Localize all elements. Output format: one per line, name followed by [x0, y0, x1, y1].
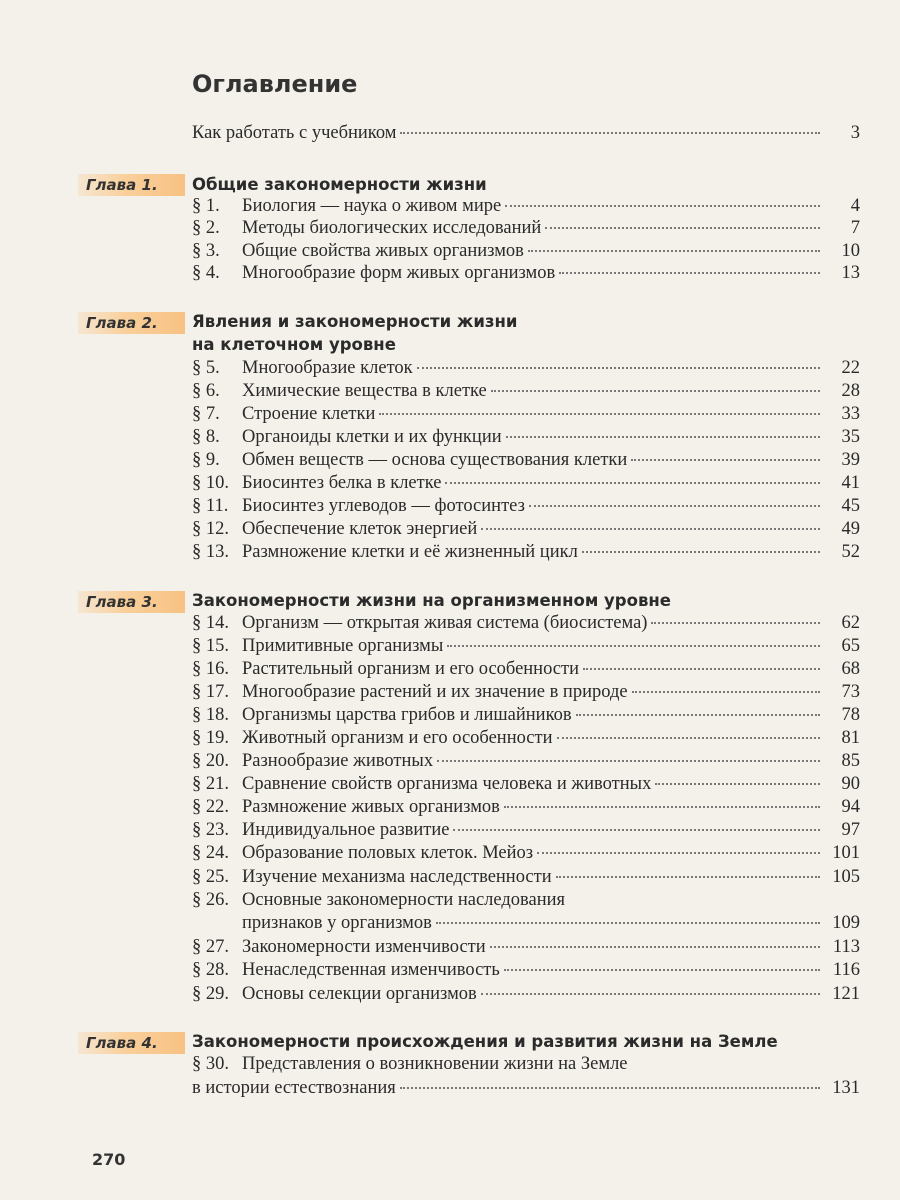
entry-page: 116 — [832, 960, 860, 980]
leader-dots — [400, 1087, 820, 1089]
entry-page: 85 — [841, 751, 860, 771]
toc-entry[interactable] — [192, 357, 860, 380]
leader-dots — [504, 969, 820, 971]
toc-entry[interactable] — [192, 380, 860, 403]
leader-dots — [559, 272, 820, 274]
toc-entry[interactable] — [192, 704, 860, 727]
leader-dots — [582, 551, 820, 553]
entry-page: 121 — [832, 984, 860, 1004]
chapter-title-cont[interactable]: на клеточном уровне — [192, 335, 396, 354]
chapter-title[interactable]: Закономерности жизни на организменном уровне — [192, 591, 671, 610]
section-number: § 14. — [192, 613, 229, 633]
entry-title: Основы селекции организмов — [242, 984, 477, 1004]
section-number: § 3. — [192, 241, 220, 261]
leader-dots — [504, 806, 820, 808]
toc-entry[interactable] — [192, 217, 860, 240]
leader-dots — [445, 482, 820, 484]
section-number: § 18. — [192, 705, 229, 725]
entry-page: 33 — [841, 404, 860, 424]
entry-title: Представления о возникновении жизни на Земле — [242, 1054, 628, 1074]
leader-dots — [417, 367, 820, 369]
entry-page: 65 — [841, 636, 860, 656]
section-number: § 22. — [192, 797, 229, 817]
leader-dots — [528, 250, 820, 252]
section-number: § 9. — [192, 450, 220, 470]
entry-page: 105 — [832, 867, 860, 887]
entry-page: 113 — [832, 937, 860, 957]
entry-page: 13 — [841, 263, 860, 283]
page-title: Оглавление — [192, 70, 358, 98]
section-number: § 29. — [192, 984, 229, 1004]
section-number: § 8. — [192, 427, 220, 447]
toc-entry[interactable] — [192, 195, 860, 218]
entry-page: 101 — [832, 843, 860, 863]
entry-title: Обеспечение клеток энергией — [242, 519, 478, 539]
entry-title-cont: в истории естествознания — [192, 1078, 396, 1098]
section-number: § 16. — [192, 659, 229, 679]
toc-entry[interactable] — [192, 727, 860, 750]
leader-dots — [631, 459, 820, 461]
entry-page: 10 — [841, 241, 860, 261]
entry-page: 52 — [841, 542, 860, 562]
leader-dots — [557, 737, 820, 739]
chapter-title[interactable]: Закономерности происхождения и развития жизни на Земле — [192, 1032, 778, 1051]
section-number: § 25. — [192, 867, 229, 887]
entry-title: Органоиды клетки и их функции — [242, 427, 502, 447]
leader-dots — [491, 390, 820, 392]
toc-entry[interactable] — [192, 750, 860, 773]
section-number: § 26. — [192, 890, 229, 910]
entry-page: 90 — [841, 774, 860, 794]
entry-page: 49 — [841, 519, 860, 539]
leader-dots — [481, 528, 820, 530]
entry-page: 68 — [841, 659, 860, 679]
section-number: § 4. — [192, 263, 220, 283]
section-number: § 10. — [192, 473, 229, 493]
section-number: § 20. — [192, 751, 229, 771]
entry-title: Обмен веществ — основа существования клетки — [242, 450, 628, 470]
toc-entry[interactable] — [192, 635, 860, 658]
section-number: § 24. — [192, 843, 229, 863]
entry-title: Организмы царства грибов и лишайников — [242, 705, 572, 725]
toc-entry-intro[interactable] — [192, 122, 860, 145]
entry-page: 3 — [850, 123, 860, 143]
leader-dots — [400, 132, 820, 134]
toc-entry[interactable] — [192, 1053, 860, 1076]
section-number: § 15. — [192, 636, 229, 656]
section-number: § 28. — [192, 960, 229, 980]
toc-entry[interactable] — [192, 262, 860, 285]
section-number: § 27. — [192, 937, 229, 957]
chapter-label: Глава 4. — [78, 1032, 185, 1054]
entry-title: Образование половых клеток. Мейоз — [242, 843, 534, 863]
toc-entry[interactable] — [192, 240, 860, 263]
leader-dots — [481, 993, 820, 995]
leader-dots — [453, 829, 820, 831]
leader-dots — [655, 783, 820, 785]
entry-title: Примитивные организмы — [242, 636, 444, 656]
chapter-title[interactable]: Явления и закономерности жизни — [192, 312, 518, 331]
entry-page: 62 — [841, 613, 860, 633]
chapter-title[interactable]: Общие закономерности жизни — [192, 175, 487, 194]
section-number: § 2. — [192, 218, 220, 238]
leader-dots — [537, 852, 820, 854]
entry-page: 109 — [832, 913, 860, 933]
entry-title: Основные закономерности наследования — [242, 890, 566, 910]
leader-dots — [505, 205, 820, 207]
section-number: § 13. — [192, 542, 229, 562]
entry-title: Разнообразие животных — [242, 751, 434, 771]
entry-page: 41 — [841, 473, 860, 493]
toc-entry[interactable] — [192, 658, 860, 681]
section-number: § 12. — [192, 519, 229, 539]
section-number: § 11. — [192, 496, 229, 516]
toc-entry[interactable] — [192, 541, 860, 564]
entry-title: Размножение клетки и её жизненный цикл — [242, 542, 578, 562]
entry-title: Ненаследственная изменчивость — [242, 960, 500, 980]
entry-page: 45 — [841, 496, 860, 516]
leader-dots — [529, 505, 820, 507]
section-number: § 5. — [192, 358, 220, 378]
entry-page: 28 — [841, 381, 860, 401]
leader-dots — [556, 876, 820, 878]
toc-entry[interactable] — [192, 495, 860, 518]
section-number: § 19. — [192, 728, 229, 748]
entry-page: 73 — [841, 682, 860, 702]
entry-page: 39 — [841, 450, 860, 470]
section-number: § 7. — [192, 404, 220, 424]
toc-entry[interactable] — [192, 449, 860, 472]
entry-title: Закономерности изменчивости — [242, 937, 486, 957]
toc-entry[interactable] — [192, 842, 860, 865]
leader-dots — [651, 622, 820, 624]
entry-page: 35 — [841, 427, 860, 447]
page-number: 270 — [92, 1150, 126, 1169]
toc-entry[interactable] — [192, 796, 860, 819]
entry-page: 81 — [841, 728, 860, 748]
leader-dots — [436, 922, 820, 924]
entry-page: 94 — [841, 797, 860, 817]
entry-title: Сравнение свойств организма человека и животных — [242, 774, 652, 794]
chapter-label: Глава 2. — [78, 312, 185, 334]
toc-entry[interactable] — [192, 612, 860, 635]
leader-dots — [447, 645, 820, 647]
leader-dots — [632, 691, 820, 693]
entry-title: Изучение механизма наследственности — [242, 867, 552, 887]
section-number: § 21. — [192, 774, 229, 794]
entry-page: 7 — [850, 218, 860, 238]
leader-dots — [506, 436, 820, 438]
entry-title: Организм — открытая живая система (биосистема) — [242, 613, 648, 633]
toc-entry[interactable] — [192, 866, 860, 889]
section-number: § 6. — [192, 381, 220, 401]
toc-entry[interactable] — [192, 983, 860, 1006]
toc-entry[interactable] — [192, 959, 860, 982]
leader-dots — [545, 227, 820, 229]
entry-page: 97 — [841, 820, 860, 840]
entry-title: Многообразие форм живых организмов — [242, 263, 556, 283]
entry-title: Животный организм и его особенности — [242, 728, 553, 748]
toc-entry[interactable] — [192, 518, 860, 541]
entry-title: Биосинтез белка в клетке — [242, 473, 442, 493]
entry-title: Индивидуальное развитие — [242, 820, 450, 840]
toc-entry[interactable] — [192, 426, 860, 449]
entry-page: 22 — [841, 358, 860, 378]
section-number: § 17. — [192, 682, 229, 702]
chapter-label: Глава 1. — [78, 174, 185, 196]
section-number: § 1. — [192, 196, 220, 216]
entry-title: Биология — наука о живом мире — [242, 196, 502, 216]
toc-entry[interactable] — [192, 936, 860, 959]
entry-title-cont: признаков у организмов — [242, 913, 432, 933]
leader-dots — [379, 413, 820, 415]
leader-dots — [490, 946, 820, 948]
section-number: § 23. — [192, 820, 229, 840]
entry-title: Строение клетки — [242, 404, 376, 424]
leader-dots — [576, 714, 820, 716]
entry-title: Растительный организм и его особенности — [242, 659, 579, 679]
entry-title: Многообразие клеток — [242, 358, 413, 378]
leader-dots — [437, 760, 820, 762]
toc-entry[interactable] — [192, 472, 860, 495]
entry-title: Биосинтез углеводов — фотосинтез — [242, 496, 525, 516]
entry-title: Методы биологических исследований — [242, 218, 542, 238]
toc-entry[interactable] — [192, 773, 860, 796]
chapter-label: Глава 3. — [78, 591, 185, 613]
toc-entry[interactable] — [192, 819, 860, 842]
entry-title: Общие свойства живых организмов — [242, 241, 524, 261]
entry-title: Химические вещества в клетке — [242, 381, 487, 401]
entry-page: 78 — [841, 705, 860, 725]
entry-page: 4 — [850, 196, 860, 216]
toc-entry[interactable] — [192, 403, 860, 426]
toc-entry-cont[interactable] — [192, 1077, 860, 1100]
entry-title: Размножение живых организмов — [242, 797, 500, 817]
toc-entry[interactable] — [192, 681, 860, 704]
leader-dots — [583, 668, 820, 670]
entry-title: Многообразие растений и их значение в природе — [242, 682, 628, 702]
entry-title: Как работать с учебником — [192, 123, 397, 143]
toc-entry-cont[interactable] — [192, 912, 860, 935]
entry-page: 131 — [832, 1078, 860, 1098]
toc-entry[interactable] — [192, 889, 860, 912]
section-number: § 30. — [192, 1054, 229, 1074]
